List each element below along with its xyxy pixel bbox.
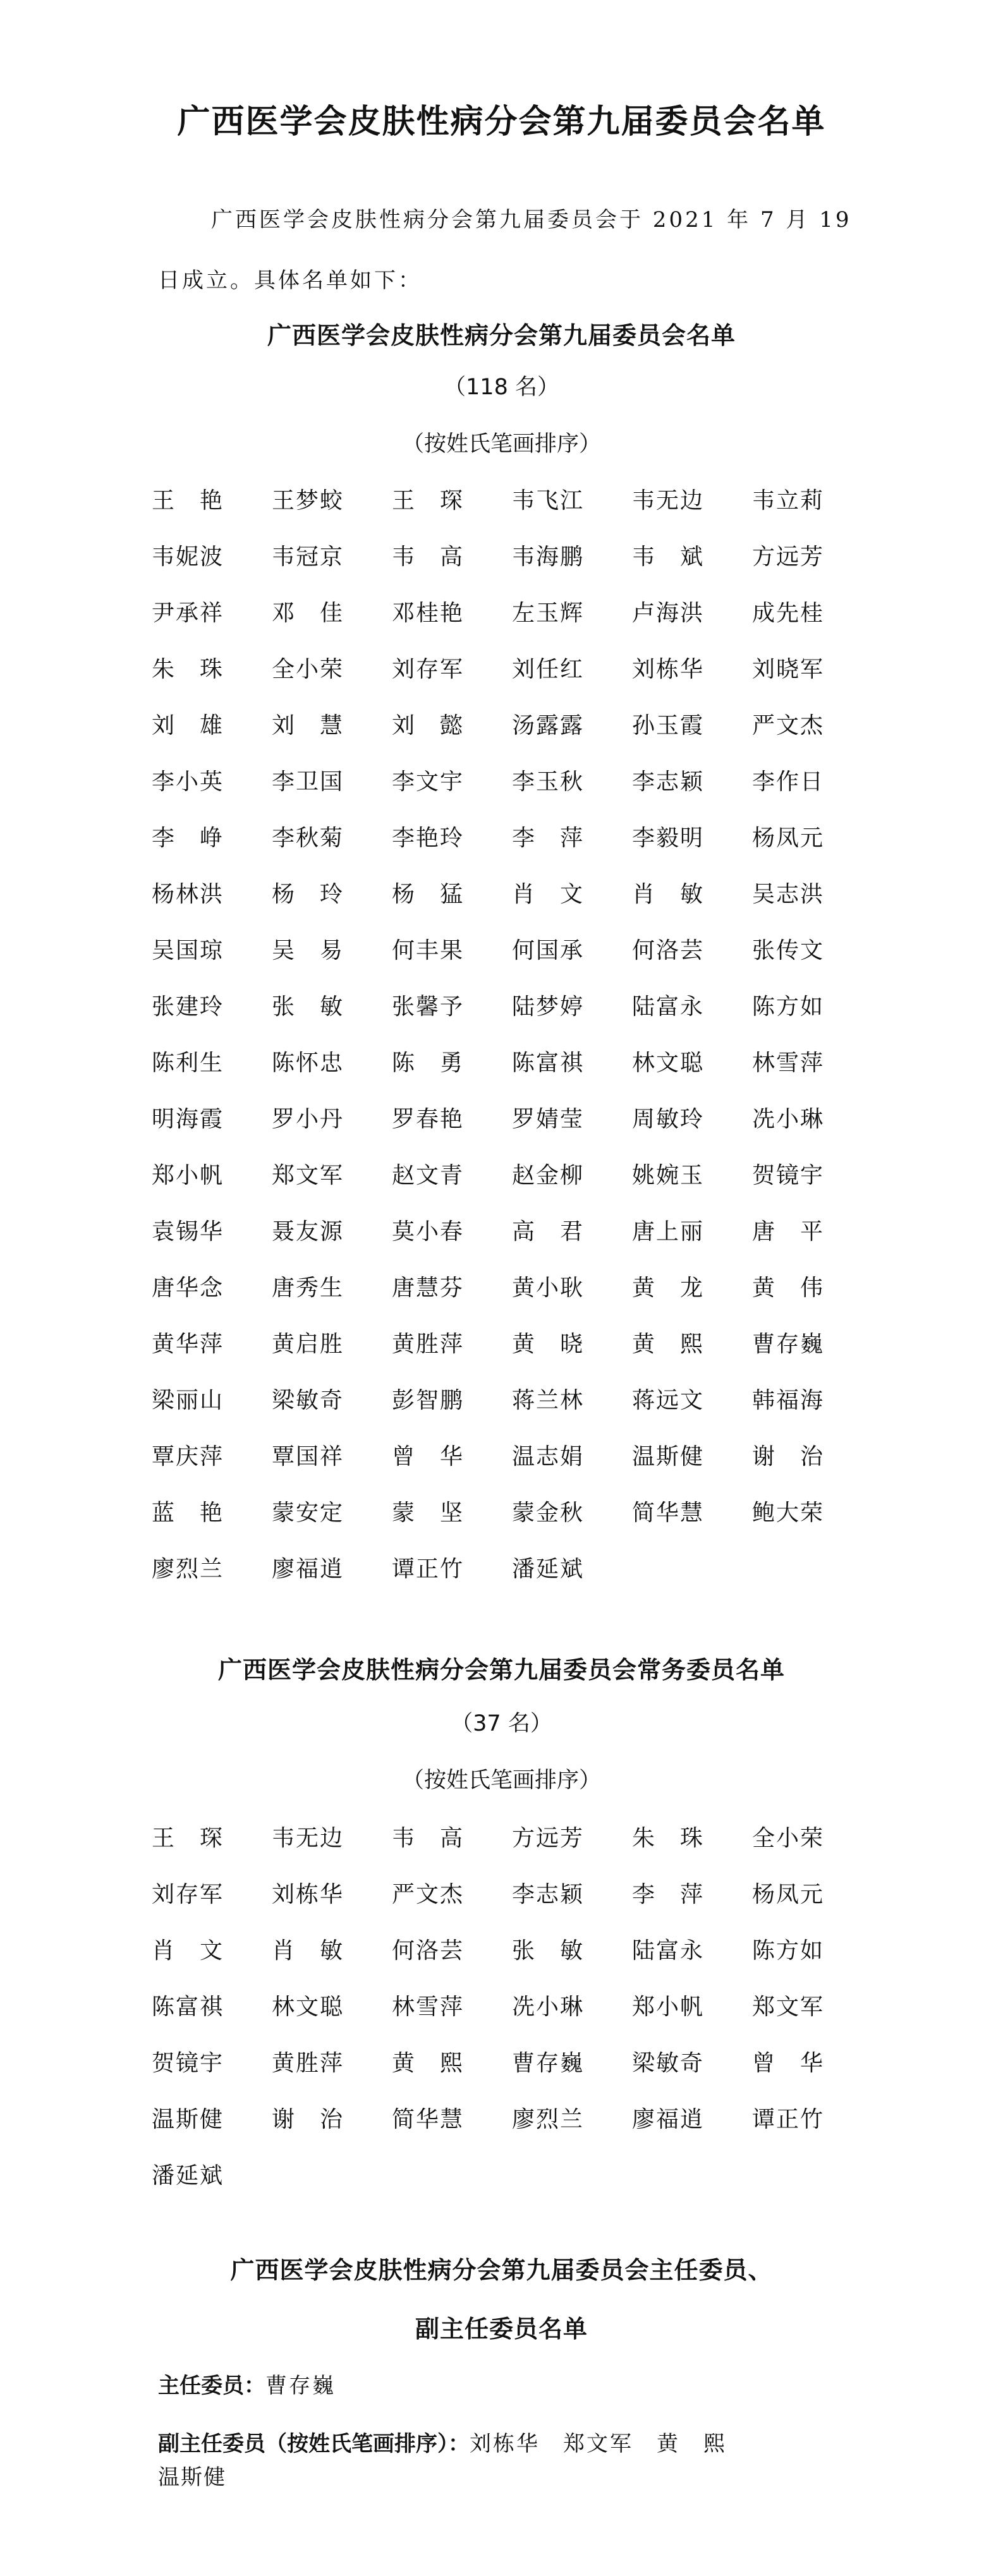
committee-member-name: 陆富永 bbox=[632, 994, 705, 1020]
committee-member-name: 尹承祥 bbox=[152, 600, 224, 626]
committee-member-name: 陈富祺 bbox=[512, 1050, 585, 1076]
committee-member-name: 张建玲 bbox=[152, 994, 224, 1020]
standing-member-name: 张 敏 bbox=[512, 1938, 585, 1964]
committee-member-name: 刘 懿 bbox=[392, 713, 465, 739]
committee-member-name: 陆梦婷 bbox=[512, 994, 585, 1020]
document-title: 广西医学会皮肤性病分会第九届委员会名单 bbox=[177, 103, 826, 141]
standing-member-name: 陈方如 bbox=[752, 1938, 825, 1964]
committee-order-note: （按姓氏笔画排序） bbox=[401, 432, 601, 457]
committee-member-name: 刘 慧 bbox=[272, 713, 344, 739]
committee-member-name: 唐上丽 bbox=[632, 1219, 705, 1245]
standing-member-name: 韦 高 bbox=[392, 1825, 465, 1851]
chair-label: 主任委员： bbox=[158, 2373, 265, 2398]
committee-member-name: 吴国琼 bbox=[152, 938, 224, 964]
standing-member-name: 温斯健 bbox=[152, 2107, 224, 2132]
committee-member-name: 彭智鹏 bbox=[392, 1388, 465, 1413]
committee-member-name: 陈怀忠 bbox=[272, 1050, 344, 1076]
committee-member-name: 黄启胜 bbox=[272, 1331, 344, 1357]
committee-member-name: 唐华念 bbox=[152, 1275, 224, 1301]
committee-member-name: 唐慧芬 bbox=[392, 1275, 465, 1301]
standing-section-title: 广西医学会皮肤性病分会第九届委员会常务委员名单 bbox=[217, 1656, 785, 1684]
committee-member-name: 曾 华 bbox=[392, 1444, 465, 1470]
committee-member-name: 刘晓军 bbox=[752, 656, 825, 682]
committee-member-name: 杨 猛 bbox=[392, 881, 465, 907]
committee-member-name: 廖福逍 bbox=[272, 1556, 344, 1582]
standing-member-name: 刘存军 bbox=[152, 1882, 224, 1908]
committee-member-name: 汤露露 bbox=[512, 713, 585, 739]
committee-member-name: 蒋远文 bbox=[632, 1388, 705, 1413]
standing-member-name: 郑小帆 bbox=[632, 1994, 705, 2020]
committee-member-name: 王 琛 bbox=[392, 488, 465, 514]
committee-member-name: 刘 雄 bbox=[152, 713, 224, 739]
committee-member-name: 何丰果 bbox=[392, 938, 465, 964]
standing-member-name: 贺镜宇 bbox=[152, 2050, 224, 2076]
standing-member-name: 李 萍 bbox=[632, 1882, 705, 1908]
standing-member-name: 林雪萍 bbox=[392, 1994, 465, 2020]
committee-member-name: 全小荣 bbox=[272, 656, 344, 682]
standing-member-name: 冼小琳 bbox=[512, 1994, 585, 2020]
standing-member-name: 谭正竹 bbox=[752, 2107, 825, 2132]
committee-member-name: 杨凤元 bbox=[752, 825, 825, 851]
committee-member-name: 蒙金秋 bbox=[512, 1500, 585, 1526]
standing-member-name: 朱 珠 bbox=[632, 1825, 705, 1851]
standing-member-name: 陆富永 bbox=[632, 1938, 705, 1964]
committee-member-name: 黄 晓 bbox=[512, 1331, 585, 1357]
standing-member-name: 韦无边 bbox=[272, 1825, 344, 1851]
committee-member-name: 孙玉霞 bbox=[632, 713, 705, 739]
committee-member-name: 吴志洪 bbox=[752, 881, 825, 907]
standing-member-grid bbox=[152, 1808, 872, 2202]
standing-member-name: 简华慧 bbox=[392, 2107, 465, 2132]
committee-member-name: 梁丽山 bbox=[152, 1388, 224, 1413]
standing-member-name: 梁敏奇 bbox=[632, 2050, 705, 2076]
committee-member-name: 左玉辉 bbox=[512, 600, 585, 626]
leaders-section-title-line2: 副主任委员名单 bbox=[415, 2315, 588, 2343]
committee-member-name: 何国承 bbox=[512, 938, 585, 964]
vice-chair-names: 刘栋华 郑文军 黄 熙 bbox=[470, 2431, 727, 2457]
standing-member-name: 林文聪 bbox=[272, 1994, 344, 2020]
committee-member-name: 蓝 艳 bbox=[152, 1500, 224, 1526]
committee-member-name: 李 峥 bbox=[152, 825, 224, 851]
committee-member-name: 韦海鹏 bbox=[512, 544, 585, 570]
chair-line bbox=[158, 2368, 336, 2399]
committee-count: （118 名） bbox=[444, 375, 559, 400]
committee-member-name: 罗小丹 bbox=[272, 1106, 344, 1132]
committee-member-name: 赵金柳 bbox=[512, 1163, 585, 1188]
committee-member-name: 潘延斌 bbox=[512, 1556, 585, 1582]
standing-member-name: 黄 熙 bbox=[392, 2050, 465, 2076]
committee-member-name: 罗春艳 bbox=[392, 1106, 465, 1132]
committee-member-name: 成先桂 bbox=[752, 600, 825, 626]
committee-member-name: 温斯健 bbox=[632, 1444, 705, 1470]
committee-member-name: 袁锡华 bbox=[152, 1219, 224, 1245]
committee-member-name: 聂友源 bbox=[272, 1219, 344, 1245]
committee-member-name: 明海霞 bbox=[152, 1106, 224, 1132]
committee-member-name: 韦冠京 bbox=[272, 544, 344, 570]
standing-member-name: 杨凤元 bbox=[752, 1882, 825, 1908]
committee-member-name: 郑文军 bbox=[272, 1163, 344, 1188]
committee-member-name: 赵文青 bbox=[392, 1163, 465, 1188]
committee-member-name: 鲍大荣 bbox=[752, 1500, 825, 1526]
committee-member-name: 刘任红 bbox=[512, 656, 585, 682]
standing-member-name: 何洛芸 bbox=[392, 1938, 465, 1964]
committee-member-name: 郑小帆 bbox=[152, 1163, 224, 1188]
committee-member-name: 李玉秋 bbox=[512, 769, 585, 795]
committee-member-name: 王 艳 bbox=[152, 488, 224, 514]
committee-member-name: 严文杰 bbox=[752, 713, 825, 739]
standing-member-name: 肖 敏 bbox=[272, 1938, 344, 1964]
committee-member-name: 韦妮波 bbox=[152, 544, 224, 570]
committee-member-name: 李 萍 bbox=[512, 825, 585, 851]
committee-member-name: 黄 龙 bbox=[632, 1275, 705, 1301]
committee-member-name: 简华慧 bbox=[632, 1500, 705, 1526]
committee-member-name: 梁敏奇 bbox=[272, 1388, 344, 1413]
standing-member-name: 潘延斌 bbox=[152, 2163, 224, 2189]
committee-member-name: 吴 易 bbox=[272, 938, 344, 964]
standing-member-name: 郑文军 bbox=[752, 1994, 825, 2020]
chair-name: 曹存巍 bbox=[265, 2373, 336, 2398]
standing-member-name: 方远芳 bbox=[512, 1825, 585, 1851]
committee-member-name: 周敏玲 bbox=[632, 1106, 705, 1132]
committee-member-name: 覃国祥 bbox=[272, 1444, 344, 1470]
committee-member-name: 李志颖 bbox=[632, 769, 705, 795]
committee-member-name: 刘存军 bbox=[392, 656, 465, 682]
committee-member-name: 方远芳 bbox=[752, 544, 825, 570]
standing-member-name: 黄胜萍 bbox=[272, 2050, 344, 2076]
committee-member-name: 韦 斌 bbox=[632, 544, 705, 570]
committee-member-name: 李毅明 bbox=[632, 825, 705, 851]
standing-member-name: 全小荣 bbox=[752, 1825, 825, 1851]
committee-member-name: 蒙 坚 bbox=[392, 1500, 465, 1526]
committee-member-name: 卢海洪 bbox=[632, 600, 705, 626]
standing-count: （37 名） bbox=[451, 1711, 552, 1736]
committee-member-name: 谢 治 bbox=[752, 1444, 825, 1470]
standing-member-name: 严文杰 bbox=[392, 1882, 465, 1908]
committee-member-name: 李艳玲 bbox=[392, 825, 465, 851]
standing-member-name: 陈富祺 bbox=[152, 1994, 224, 2020]
committee-member-grid bbox=[152, 471, 872, 1595]
committee-member-name: 黄胜萍 bbox=[392, 1331, 465, 1357]
committee-member-name: 黄 熙 bbox=[632, 1331, 705, 1357]
committee-member-name: 贺镜宇 bbox=[752, 1163, 825, 1188]
committee-member-name: 唐 平 bbox=[752, 1219, 825, 1245]
committee-member-name: 韦立莉 bbox=[752, 488, 825, 514]
committee-member-name: 韦飞江 bbox=[512, 488, 585, 514]
standing-order-note: （按姓氏笔画排序） bbox=[401, 1768, 601, 1793]
committee-member-name: 肖 敏 bbox=[632, 881, 705, 907]
committee-member-name: 唐秀生 bbox=[272, 1275, 344, 1301]
committee-member-name: 韩福海 bbox=[752, 1388, 825, 1413]
committee-member-name: 张 敏 bbox=[272, 994, 344, 1020]
committee-member-name: 韦无边 bbox=[632, 488, 705, 514]
standing-member-name: 肖 文 bbox=[152, 1938, 224, 1964]
committee-member-name: 林雪萍 bbox=[752, 1050, 825, 1076]
standing-member-name: 廖福逍 bbox=[632, 2107, 705, 2132]
committee-member-name: 覃庆萍 bbox=[152, 1444, 224, 1470]
committee-member-name: 杨 玲 bbox=[272, 881, 344, 907]
leaders-section-title-line1: 广西医学会皮肤性病分会第九届委员会主任委员、 bbox=[230, 2256, 773, 2284]
standing-member-name: 谢 治 bbox=[272, 2107, 344, 2132]
committee-member-name: 黄 伟 bbox=[752, 1275, 825, 1301]
committee-member-name: 杨林洪 bbox=[152, 881, 224, 907]
vice-chair-line bbox=[158, 2426, 727, 2457]
committee-member-name: 黄小耿 bbox=[512, 1275, 585, 1301]
committee-member-name: 姚婉玉 bbox=[632, 1163, 705, 1188]
committee-member-name: 冼小琳 bbox=[752, 1106, 825, 1132]
intro-paragraph: 广西医学会皮肤性病分会第九届委员会于 2021 年 7 月 19 日成立。具体名单如下： bbox=[158, 207, 852, 293]
committee-member-name: 莫小春 bbox=[392, 1219, 465, 1245]
standing-member-name: 曾 华 bbox=[752, 2050, 825, 2076]
standing-member-name: 刘栋华 bbox=[272, 1882, 344, 1908]
committee-member-name: 陈 勇 bbox=[392, 1050, 465, 1076]
committee-member-name: 肖 文 bbox=[512, 881, 585, 907]
standing-member-name: 廖烈兰 bbox=[512, 2107, 585, 2132]
committee-member-name: 刘栋华 bbox=[632, 656, 705, 682]
committee-member-name: 张传文 bbox=[752, 938, 825, 964]
committee-member-name: 何洛芸 bbox=[632, 938, 705, 964]
committee-member-name: 李文宇 bbox=[392, 769, 465, 795]
committee-section-title: 广西医学会皮肤性病分会第九届委员会名单 bbox=[267, 322, 736, 349]
committee-member-name: 张馨予 bbox=[392, 994, 465, 1020]
committee-member-name: 谭正竹 bbox=[392, 1556, 465, 1582]
committee-member-name: 蒙安定 bbox=[272, 1500, 344, 1526]
vice-chair-label: 副主任委员（按姓氏笔画排序）： bbox=[158, 2431, 470, 2457]
standing-member-name: 李志颖 bbox=[512, 1882, 585, 1908]
committee-member-name: 李作日 bbox=[752, 769, 825, 795]
committee-member-name: 李卫国 bbox=[272, 769, 344, 795]
committee-member-name: 蒋兰林 bbox=[512, 1388, 585, 1413]
committee-member-name: 林文聪 bbox=[632, 1050, 705, 1076]
committee-member-name: 廖烈兰 bbox=[152, 1556, 224, 1582]
committee-member-name: 黄华萍 bbox=[152, 1331, 224, 1357]
committee-member-name: 韦 高 bbox=[392, 544, 465, 570]
vice-chair-names-continued: 温斯健 bbox=[158, 2465, 226, 2490]
committee-member-name: 罗婧莹 bbox=[512, 1106, 585, 1132]
committee-member-name: 王梦蛟 bbox=[272, 488, 344, 514]
committee-member-name: 李秋菊 bbox=[272, 825, 344, 851]
committee-member-name: 朱 珠 bbox=[152, 656, 224, 682]
committee-member-name: 陈方如 bbox=[752, 994, 825, 1020]
committee-member-name: 陈利生 bbox=[152, 1050, 224, 1076]
committee-member-name: 高 君 bbox=[512, 1219, 585, 1245]
standing-member-name: 王 琛 bbox=[152, 1825, 224, 1851]
committee-member-name: 邓 佳 bbox=[272, 600, 344, 626]
committee-member-name: 曹存巍 bbox=[752, 1331, 825, 1357]
committee-member-name: 李小英 bbox=[152, 769, 224, 795]
committee-member-name: 邓桂艳 bbox=[392, 600, 465, 626]
standing-member-name: 曹存巍 bbox=[512, 2050, 585, 2076]
committee-member-name: 温志娟 bbox=[512, 1444, 585, 1470]
